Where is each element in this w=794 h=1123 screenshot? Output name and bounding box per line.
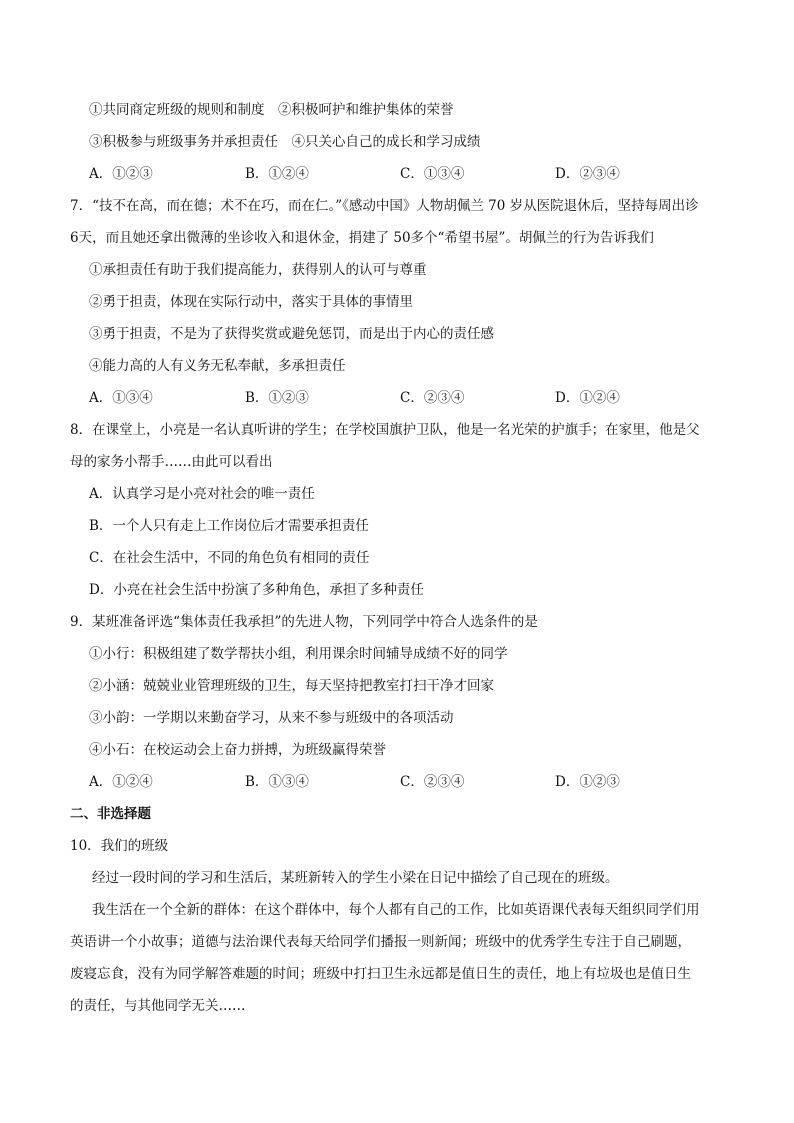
q7-stem-line-2: 6天，而且她还拿出微薄的坐诊收入和退休金，捐建了 50多个“希望书屋”。胡佩兰的行为告诉我们	[70, 230, 654, 246]
q10-intro: 经过一段时间的学习和生活后，某班新转入的学生小梁在日记中描绘了自己现在的班级。	[92, 870, 619, 886]
q7-item-1: ①承担责任有助于我们提高能力，获得别人的认可与尊重	[89, 262, 427, 278]
q9-item-1: ①小行：积极组建了数学帮扶小组，利用课余时间辅导成绩不好的同学	[89, 646, 508, 662]
q9-item-2: ②小涵：兢兢业业管理班级的卫生，每天坚持把教室打扫干净才回家	[89, 678, 494, 694]
q7-option-b[interactable]: B．①②③	[245, 390, 309, 406]
q8-option-c[interactable]: C．在社会生活中，不同的角色负有相同的责任	[89, 550, 370, 566]
q7-item-3: ③勇于担责，不是为了获得奖赏或避免惩罚，而是出于内心的责任感	[89, 326, 494, 342]
q6-option-b[interactable]: B．①②④	[245, 166, 309, 182]
q9-option-d[interactable]: D．①②③	[555, 774, 620, 790]
q9-item-4: ④小石：在校运动会上奋力拼搏，为班级赢得荣誉	[89, 742, 386, 758]
q7-item-4: ④能力高的人有义务无私奉献，多承担责任	[89, 358, 346, 374]
q8-option-b[interactable]: B．一个人只有走上工作岗位后才需要承担责任	[89, 518, 369, 534]
q7-option-c[interactable]: C．②③④	[400, 390, 465, 406]
q8-option-d[interactable]: D．小亮在社会生活中扮演了多种角色，承担了多种责任	[89, 582, 424, 598]
q7-option-a[interactable]: A．①③④	[89, 390, 153, 406]
q10-diary-line-4: 的责任，与其他同学无关……	[70, 998, 246, 1014]
q7-stem-line-1: 7．“技不在高，而在德；术不在巧，而在仁。”《感动中国》人物胡佩兰 70 岁从医院退休后，坚持每周出诊	[70, 198, 699, 214]
q6-option-a[interactable]: A．①②③	[89, 166, 153, 182]
q6-option-d[interactable]: D．②③④	[555, 166, 620, 182]
q6-option-c[interactable]: C．①③④	[400, 166, 465, 182]
q10-diary-line-1: 我生活在一个全新的群体：在这个群体中，每个人都有自己的工作，比如英语课代表每天组织同学们用	[92, 902, 700, 918]
q7-option-d[interactable]: D．①②④	[555, 390, 620, 406]
q10-diary-line-2: 英语讲一个小故事；道德与法治课代表每天给同学们播报一则新闻；班级中的优秀学生专注于自己刷题，	[70, 934, 691, 950]
q10-title: 10．我们的班级	[70, 838, 169, 854]
q9-item-3: ③小韵：一学期以来勤奋学习，从来不参与班级中的各项活动	[89, 710, 454, 726]
q9-stem: 9．某班准备评选“集体责任我承担”的先进人物，下列同学中符合人选条件的是	[70, 614, 538, 630]
q6-item-line-1: ①共同商定班级的规则和制度 ②积极呵护和维护集体的荣誉	[89, 102, 454, 118]
q9-option-a[interactable]: A．①②④	[89, 774, 153, 790]
q8-stem-line-1: 8．在课堂上，小亮是一名认真听讲的学生；在学校国旗护卫队，他是一名光荣的护旗手；在家里，他是父	[70, 422, 700, 438]
section-heading: 二、非选择题	[70, 806, 151, 822]
q10-diary-line-3: 废寝忘食，没有为同学解答难题的时间；班级中打扫卫生永远都是值日生的责任，地上有垃圾也是值日生	[70, 966, 691, 982]
q9-option-c[interactable]: C．②③④	[400, 774, 465, 790]
q6-item-line-2: ③积极参与班级事务并承担责任 ④只关心自己的成长和学习成绩	[89, 134, 481, 150]
q9-option-b[interactable]: B．①③④	[245, 774, 309, 790]
q8-option-a[interactable]: A．认真学习是小亮对社会的唯一责任	[89, 486, 315, 502]
q8-stem-line-2: 母的家务小帮手……由此可以看出	[70, 454, 273, 470]
q7-item-2: ②勇于担责，体现在实际行动中，落实于具体的事情里	[89, 294, 413, 310]
